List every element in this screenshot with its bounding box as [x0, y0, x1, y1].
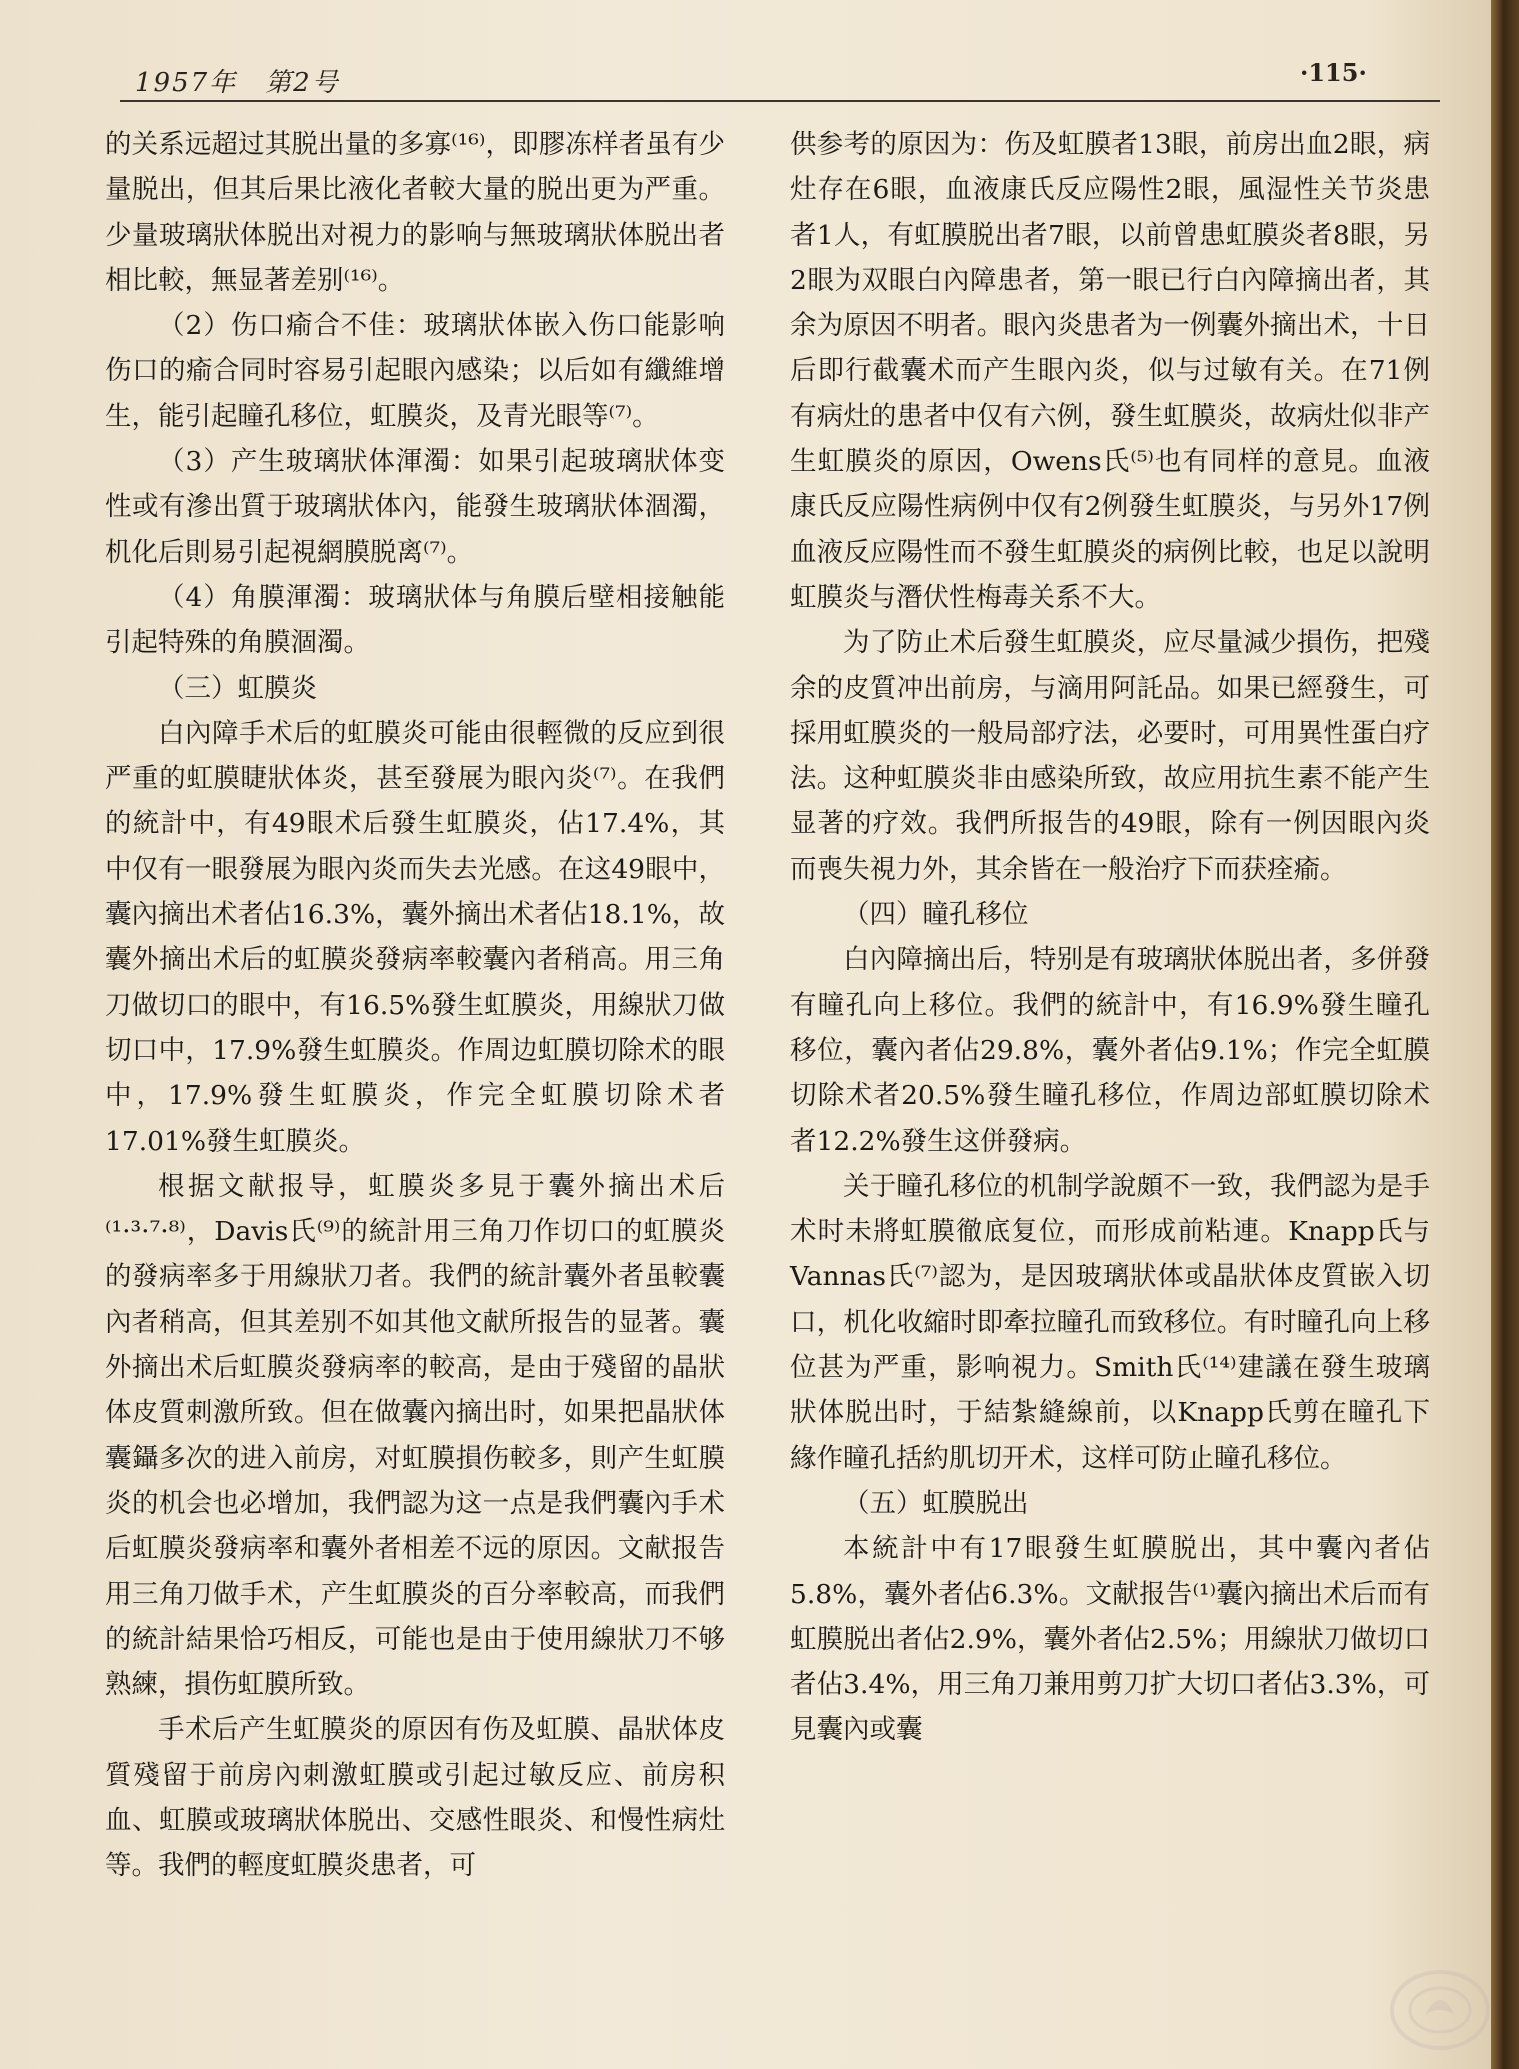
body-paragraph: 根据文献报导，虹膜炎多見于囊外摘出术后⁽¹·³·⁷·⁸⁾，Davis氏⁽⁹⁾的統計用三角刀作切口的虹膜炎的發病率多于用線狀刀者。我們的統計囊外者虽較囊內者稍高，但其差别不如其他文献所报告的显著。囊外摘出术后虹膜炎發病率的較高，是由于殘留的晶狀体皮質刺激所致。但在做囊內摘出时，如果把晶狀体囊鑷多次的进入前房，对虹膜損伤較多，則产生虹膜炎的机会也必增加，我們認为这一点是我們囊內手术后虹膜炎發病率和囊外者相差不远的原因。文献报告用三角刀做手术，产生虹膜炎的百分率較高，而我們的統計結果恰巧相反，可能也是由于使用線狀刀不够熟練，損伤虹膜所致。 [105, 1170, 725, 1701]
body-paragraph: （4）角膜渾濁：玻璃狀体与角膜后壁相接触能引起特殊的角膜涸濁。 [105, 581, 725, 659]
body-paragraph: （2）伤口瘉合不佳：玻璃狀体嵌入伤口能影响伤口的瘉合同时容易引起眼內感染；以后如有纖維增生，能引起瞳孔移位，虹膜炎，及青光眼等⁽⁷⁾。 [105, 310, 725, 432]
body-paragraph: 手术后产生虹膜炎的原因有伤及虹膜、晶狀体皮質殘留于前房內刺激虹膜或引起过敏反应、前房积血、虹膜或玻璃狀体脱出、交感性眼炎、和慢性病灶等。我們的輕度虹膜炎患者，可 [105, 1714, 725, 1882]
body-paragraph: 白內障摘出后，特别是有玻璃狀体脱出者，多併發有瞳孔向上移位。我們的統計中，有16.9%發生瞳孔移位，囊內者佔29.8%，囊外者佔9.1%；作完全虹膜切除术者20.5%發生瞳孔移位，作周边部虹膜切除术者12.2%發生这併發病。 [790, 944, 1430, 1157]
left-column [105, 122, 725, 1889]
section-heading: （三）虹膜炎 [158, 672, 317, 704]
section-heading: （四）瞳孔移位 [843, 899, 1029, 931]
issue-header: 1957年 第2号 [135, 68, 340, 98]
body-paragraph: 供参考的原因为：伤及虹膜者13眼，前房出血2眼，病灶存在6眼，血液康氏反应陽性2眼，風湿性关节炎患者1人，有虹膜脱出者7眼，以前曾患虹膜炎者8眼，另2眼为双眼白內障患者，第一眼已行白內障摘出者，其余为原因不明者。眼內炎患者为一例囊外摘出术，十日后即行截囊术而产生眼內炎，似与过敏有关。在71例有病灶的患者中仅有六例，發生虹膜炎，故病灶似非产生虹膜炎的原因，Owens氏⁽⁵⁾也有同样的意見。血液康氏反应陽性病例中仅有2例發生虹膜炎，与另外17例血液反应陽性而不發生虹膜炎的病例比較，也足以說明虹膜炎与潛伏性梅毒关系不大。 [790, 129, 1430, 613]
book-spine-shadow [1491, 0, 1519, 2069]
body-paragraph: 白內障手术后的虹膜炎可能由很輕微的反应到很严重的虹膜睫狀体炎，甚至發展为眼內炎⁽⁷⁾。在我們的統計中，有49眼术后發生虹膜炎，佔17.4%，其中仅有一眼發展为眼內炎而失去光感。在这49眼中，囊內摘出术者佔16.3%，囊外摘出术者佔18.1%，故囊外摘出术后的虹膜炎發病率較囊內者稍高。用三角刀做切口的眼中，有16.5%發生虹膜炎，用線狀刀做切口中，17.9%發生虹膜炎。作周边虹膜切除术的眼中，17.9%發生虹膜炎，作完全虹膜切除术者17.01%發生虹膜炎。 [105, 717, 725, 1157]
body-paragraph: 为了防止术后發生虹膜炎，应尽量減少損伤，把殘余的皮質冲出前房，与滴用阿託品。如果已經發生，可採用虹膜炎的一般局部疗法，必要时，可用異性蛋白疗法。这种虹膜炎非由感染所致，故应用抗生素不能产生显著的疗效。我們所报告的49眼，除有一例因眼內炎而喪失視力外，其余皆在一般治疗下而获痊瘉。 [790, 627, 1430, 885]
body-paragraph: 本統計中有17眼發生虹膜脱出，其中囊內者佔5.8%，囊外者佔6.3%。文献报告⁽¹⁾囊內摘出术后而有虹膜脱出者佔2.9%，囊外者佔2.5%；用線狀刀做切口者佔3.4%，用三角刀兼用剪刀扩大切口者佔3.3%，可見囊內或囊 [790, 1533, 1430, 1746]
header-rule [120, 100, 1440, 102]
body-paragraph: 的关系远超过其脱出量的多寡⁽¹⁶⁾，即膠冻样者虽有少量脱出，但其后果比液化者較大量的脱出更为严重。少量玻璃狀体脱出对視力的影响与無玻璃狀体脱出者相比較，無显著差别⁽¹⁶⁾。 [105, 129, 725, 296]
body-paragraph: 关于瞳孔移位的机制学說頗不一致，我們認为是手术时未將虹膜徹底复位，而形成前粘連。Knapp氏与Vannas氏⁽⁷⁾認为，是因玻璃狀体或晶狀体皮質嵌入切口，机化收縮时即牽拉瞳孔而致移位。有时瞳孔向上移位甚为严重，影响視力。Smith氏⁽¹⁴⁾建議在發生玻璃狀体脱出时，于結紮縫線前，以Knapp氏剪在瞳孔下緣作瞳孔括約肌切开术，这样可防止瞳孔移位。 [790, 1170, 1430, 1474]
body-paragraph: （3）产生玻璃狀体渾濁：如果引起玻璃狀体变性或有滲出質于玻璃狀体內，能發生玻璃狀体涸濁，机化后則易引起視網膜脱离⁽⁷⁾。 [105, 446, 725, 568]
page-number: ·115· [1300, 58, 1367, 87]
library-seal-watermark [1385, 1965, 1495, 2055]
right-column [790, 122, 1430, 1753]
section-heading: （五）虹膜脱出 [843, 1487, 1029, 1519]
